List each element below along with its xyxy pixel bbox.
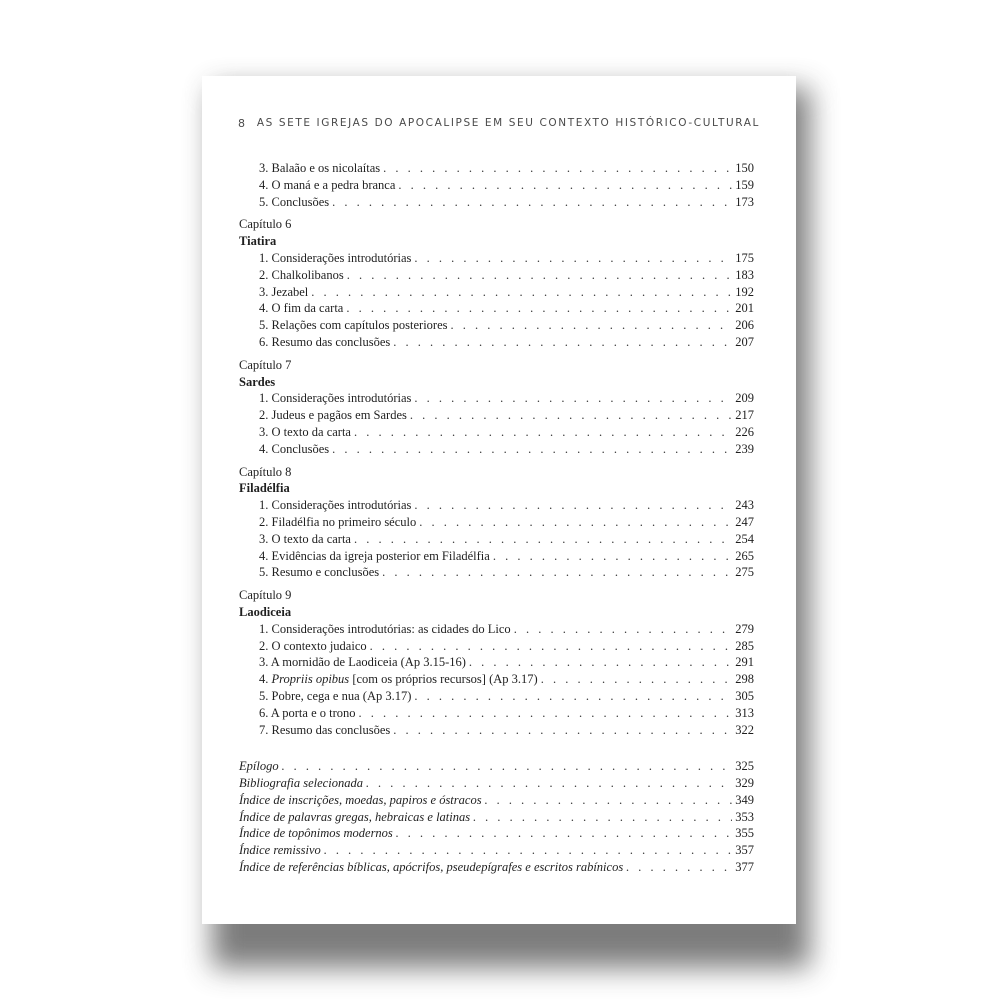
dot-leader xyxy=(354,424,732,441)
toc-entry-page: 355 xyxy=(735,826,754,841)
chapter-section xyxy=(239,464,754,582)
toc-entry-page: 265 xyxy=(735,548,754,563)
toc-entry-title: 5. Conclusões xyxy=(259,194,330,209)
dot-leader xyxy=(354,531,732,548)
dot-leader xyxy=(332,441,732,458)
toc-entry xyxy=(239,842,754,859)
toc-entry-title: 1. Considerações introdutórias xyxy=(259,498,412,513)
dot-leader xyxy=(410,407,732,424)
toc-entry-title: Bibliografia selecionada xyxy=(239,776,363,791)
chapter-title: Tiatira xyxy=(239,234,277,249)
toc-entry-page: 313 xyxy=(735,705,754,720)
toc-entry-title: Índice de referências bíblicas, apócrifos, pseudepígrafes e escritos rabínicos xyxy=(239,860,624,875)
toc-entry-page: 353 xyxy=(735,809,754,824)
toc-entry-page: 183 xyxy=(735,267,754,282)
dot-leader xyxy=(393,334,732,351)
dot-leader xyxy=(419,514,732,531)
chapter-section xyxy=(239,357,754,458)
chapter-title: Laodiceia xyxy=(239,604,292,619)
toc-entry-title: Índice de palavras gregas, hebraicas e latinas xyxy=(239,809,471,824)
toc-entry-title: 2. Chalkolibanos xyxy=(259,267,344,282)
toc-entry xyxy=(239,688,754,705)
book-title: AS SETE IGREJAS DO APOCALIPSE EM SEU CONTEXTO HISTÓRICO-CULTURAL xyxy=(256,117,760,129)
toc-entry-italic-term: Propriis opibus xyxy=(271,672,350,687)
chapter-label: Capítulo 9 xyxy=(239,588,292,603)
chapter-label: Capítulo 7 xyxy=(239,357,292,372)
dot-leader xyxy=(626,859,732,876)
toc-entry-page: 298 xyxy=(735,672,754,687)
toc-entry-title: Epílogo xyxy=(239,759,279,774)
dot-leader xyxy=(382,564,732,581)
toc-entry xyxy=(239,250,754,267)
toc-entry-page: 217 xyxy=(735,408,754,423)
toc-entry xyxy=(239,621,754,638)
toc-entry-page: 279 xyxy=(735,621,754,636)
dot-leader xyxy=(383,160,732,177)
toc-entry xyxy=(239,775,754,792)
toc-entry-title: 1. Considerações introdutórias xyxy=(259,250,412,265)
toc-entry xyxy=(239,194,754,211)
toc-entry xyxy=(239,825,754,842)
chapter-section xyxy=(239,587,754,738)
dot-leader xyxy=(414,250,732,267)
dot-leader xyxy=(541,671,733,688)
toc-entry xyxy=(239,390,754,407)
toc-entry-page: 254 xyxy=(735,531,754,546)
toc-entry xyxy=(239,160,754,177)
toc-entry-title: 5. Relações com capítulos posteriores xyxy=(259,318,448,333)
toc-entry-title: 4. O fim da carta xyxy=(259,301,344,316)
toc-entry-title: 6. Resumo das conclusões xyxy=(259,334,391,349)
dot-leader xyxy=(324,842,732,859)
chapter-label: Capítulo 6 xyxy=(239,217,292,232)
toc-entry xyxy=(239,441,754,458)
toc-entry-page: 209 xyxy=(735,391,754,406)
toc-entry-title: 4. Propriis opibus [com os próprios recursos] (Ap 3.17) xyxy=(259,672,538,687)
toc-entry-title: 4. Evidências da igreja posterior em Filadélfia xyxy=(259,548,490,563)
toc-entry xyxy=(239,638,754,655)
toc-entry-page: 207 xyxy=(735,334,754,349)
toc-entry xyxy=(239,300,754,317)
toc-entry-title: 2. Filadélfia no primeiro século xyxy=(259,514,417,529)
toc-entry xyxy=(239,722,754,739)
dot-leader xyxy=(414,390,732,407)
book-page xyxy=(202,76,796,924)
toc-entry xyxy=(239,317,754,334)
toc-entry xyxy=(239,758,754,775)
toc-entry-page: 322 xyxy=(735,722,754,737)
toc-entry xyxy=(239,705,754,722)
back-matter xyxy=(239,758,754,876)
toc-entry-title: 1. Considerações introdutórias: as cidades do Lico xyxy=(259,621,511,636)
toc-entry-title: 6. A porta e o trono xyxy=(259,705,356,720)
chapter-title: Filadélfia xyxy=(239,481,290,496)
table-of-contents xyxy=(239,160,754,876)
toc-entry-page: 349 xyxy=(735,792,754,807)
dot-leader xyxy=(396,825,732,842)
toc-entry-page: 275 xyxy=(735,565,754,580)
toc-entry xyxy=(239,564,754,581)
toc-entry-page: 175 xyxy=(735,250,754,265)
toc-entry-title: Índice remissivo xyxy=(239,843,321,858)
toc-entry-title: 3. Balaão e os nicolaítas xyxy=(259,161,381,175)
dot-leader xyxy=(359,705,733,722)
toc-entry-page: 243 xyxy=(735,498,754,513)
dot-leader xyxy=(366,775,732,792)
dot-leader xyxy=(469,654,732,671)
chapter-label: Capítulo 8 xyxy=(239,464,292,479)
chapter-title: Sardes xyxy=(239,374,276,389)
dot-leader xyxy=(398,177,732,194)
toc-entry xyxy=(239,267,754,284)
toc-entry xyxy=(239,548,754,565)
toc-entry xyxy=(239,809,754,826)
dot-leader xyxy=(370,638,733,655)
chapter-section xyxy=(239,216,754,350)
toc-entry-title: 4. O maná e a pedra branca xyxy=(259,177,396,192)
toc-entry-page: 226 xyxy=(735,424,754,439)
dot-leader xyxy=(473,809,732,826)
toc-entry-title: 3. O texto da carta xyxy=(259,424,351,439)
toc-entry-page: 150 xyxy=(735,161,754,175)
toc-entry-page: 291 xyxy=(735,655,754,670)
toc-entry-title: Índice de topônimos modernos xyxy=(239,826,393,841)
toc-entry xyxy=(239,497,754,514)
toc-entry-page: 377 xyxy=(735,860,754,875)
dot-leader xyxy=(282,758,733,775)
dot-leader xyxy=(393,722,732,739)
dot-leader xyxy=(311,284,732,301)
toc-entry xyxy=(239,334,754,351)
toc-entry-title: 5. Resumo e conclusões xyxy=(259,565,380,580)
toc-entry-title: 2. O contexto judaico xyxy=(259,638,367,653)
dot-leader xyxy=(414,688,732,705)
toc-entry-title: 3. O texto da carta xyxy=(259,531,351,546)
toc-entry-page: 305 xyxy=(735,688,754,703)
toc-entry-page: 206 xyxy=(735,318,754,333)
continued-entries xyxy=(239,160,754,210)
toc-entry-page: 159 xyxy=(735,177,754,192)
dot-leader xyxy=(451,317,733,334)
dot-leader xyxy=(347,267,733,284)
toc-entry-page: 357 xyxy=(735,843,754,858)
toc-entry-page: 285 xyxy=(735,638,754,653)
running-head xyxy=(238,117,760,133)
toc-entry-page: 239 xyxy=(735,441,754,456)
toc-entry-title: 3. Jezabel xyxy=(259,284,309,299)
toc-entry-page: 201 xyxy=(735,301,754,316)
toc-entry xyxy=(239,284,754,301)
toc-entry xyxy=(239,407,754,424)
toc-entry xyxy=(239,654,754,671)
toc-entry-title: 2. Judeus e pagãos em Sardes xyxy=(259,408,407,423)
toc-entry xyxy=(239,671,754,688)
chapter-list xyxy=(239,216,754,738)
toc-entry xyxy=(239,859,754,876)
dot-leader xyxy=(332,194,732,211)
dot-leader xyxy=(485,792,733,809)
toc-entry-page: 325 xyxy=(735,759,754,774)
dot-leader xyxy=(346,300,732,317)
toc-entry-title: 5. Pobre, cega e nua (Ap 3.17) xyxy=(259,688,412,703)
toc-entry-title: 7. Resumo das conclusões xyxy=(259,722,391,737)
toc-entry-page: 173 xyxy=(735,194,754,209)
toc-entry-page: 247 xyxy=(735,514,754,529)
dot-leader xyxy=(514,621,733,638)
page-number: 8 xyxy=(238,117,245,130)
toc-entry-title: 1. Considerações introdutórias xyxy=(259,391,412,406)
toc-entry-title: 4. Conclusões xyxy=(259,441,330,456)
toc-entry-title: Índice de inscrições, moedas, papiros e óstracos xyxy=(239,792,482,807)
toc-entry xyxy=(239,792,754,809)
dot-leader xyxy=(493,548,732,565)
dot-leader xyxy=(414,497,732,514)
toc-entry xyxy=(239,177,754,194)
toc-entry-title: 3. A mornidão de Laodiceia (Ap 3.15-16) xyxy=(259,655,466,670)
toc-entry xyxy=(239,424,754,441)
toc-entry-page: 192 xyxy=(735,284,754,299)
toc-entry xyxy=(239,514,754,531)
toc-entry xyxy=(239,531,754,548)
toc-entry-page: 329 xyxy=(735,776,754,791)
